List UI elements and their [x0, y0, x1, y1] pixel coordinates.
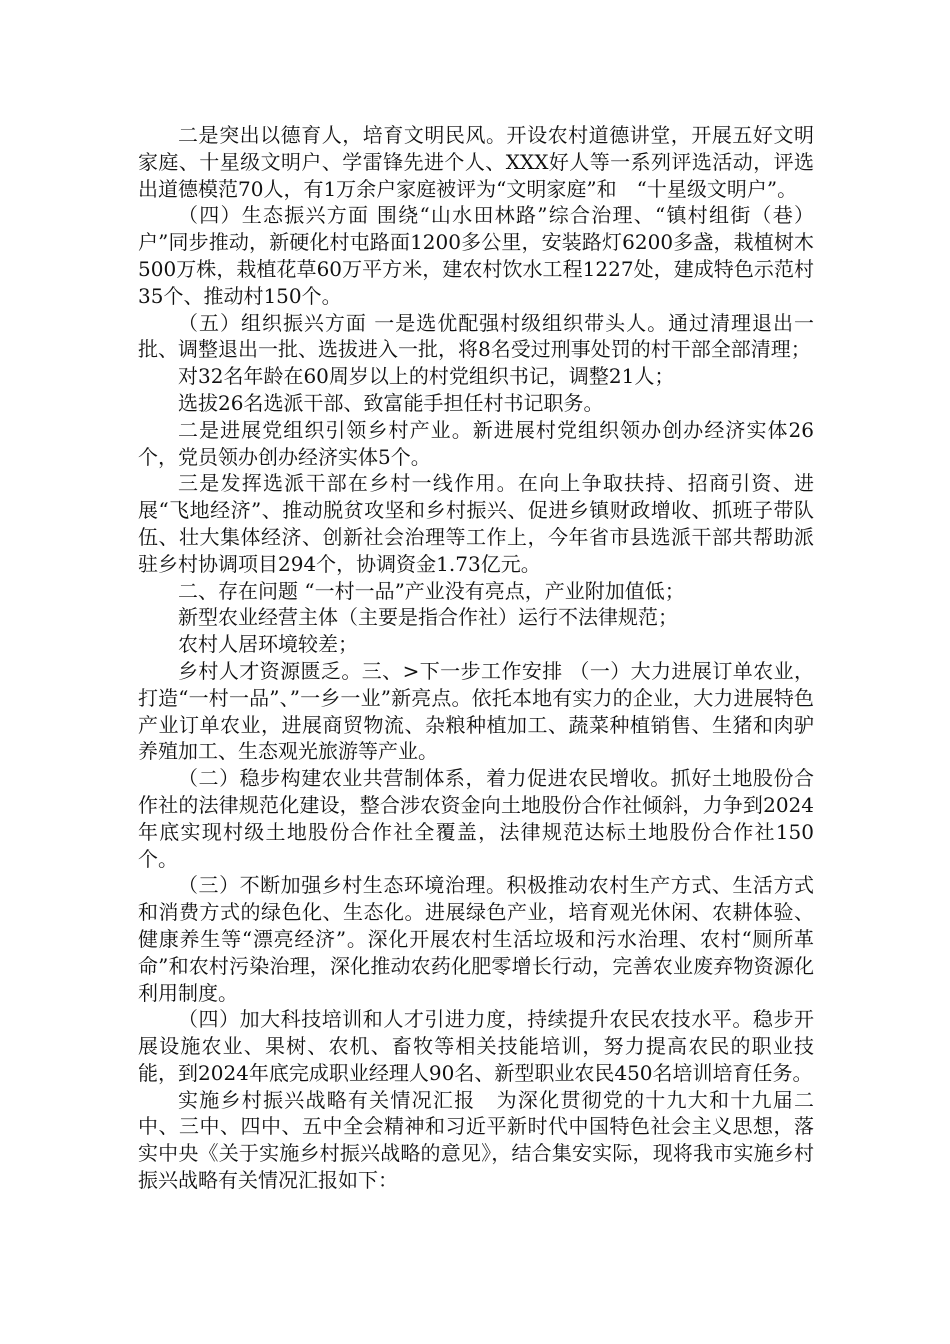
paragraph-organizational-revitalization: （五）组织振兴方面 一是选优配强村级组织带头人。通过清理退出一批、调整退出一批、选拔进入一批，将8名受过刑事处罚的村干部全部清理；: [138, 310, 814, 362]
paragraph-ecological-revitalization: （四）生态振兴方面 围绕“山水田林路”综合治理、“镇村组街（巷）户”同步推动，新硬化村屯路面1200多公里，安装路灯6200多盏，栽植树木500万株，栽植花草60万平方米，建农村饮水工程1227处，建成特色示范村35个、推动村150个。: [138, 203, 814, 308]
paragraph-dispatched-cadres-role: 三是发挥选派干部在乡村一线作用。在向上争取扶持、招商引资、进展“飞地经济”、推动脱贫攻坚和乡村振兴、促进乡镇财政增收、抓班子带队伍、壮大集体经济、创新社会治理等工作上，今年省市县选派干部共帮助派驻乡村协调项目294个，协调资金1.73亿元。: [138, 471, 814, 576]
paragraph-next-steps-order-farming: 乡村人才资源匮乏。三、>下一步工作安排 （一）大力进展订单农业，打造“一村一品”、”一乡一业”新亮点。依托本地有实力的企业，大力进展特色产业订单农业，进展商贸物流、杂粮种植加工、蔬菜种植销售、生猪和肉驴养殖加工、生态观光旅游等产业。: [138, 658, 814, 764]
paragraph-cooperative-system: （二）稳步构建农业共营制体系，着力促进农民增收。抓好土地股份合作社的法律规范化建设，整合涉农资金向土地股份合作社倾斜，力争到2024年底实现村级土地股份合作社全覆盖，法律规范达标土地股份合作社150个。: [138, 766, 814, 871]
paragraph-moral-education: 二是突出以德育人，培育文明民风。开设农村道德讲堂，开展五好文明家庭、十星级文明户、学雷锋先进个人、XXX好人等一系列评选活动，评选出道德模范70人，有1万余户家庭被评为“文明家庭”和 “十星级文明户”。: [138, 123, 814, 201]
paragraph-cooperative-operation: 新型农业经营主体（主要是指合作社）运行不法律规范；: [178, 605, 678, 630]
paragraph-party-led-industry: 二是进展党组织引领乡村产业。新进展村党组织领办创办经济实体26个，党员领办创办经济实体5个。: [138, 417, 814, 469]
paragraph-ecological-governance: （三）不断加强乡村生态环境治理。积极推动农村生产方式、生活方式和消费方式的绿色化、生态化。进展绿色产业，培育观光休闲、农耕体验、健康养生等“漂亮经济”。深化开展农村生活垃圾和污水治理、农村“厕所革命”和农村污染治理，深化推动农药化肥零增长行动，完善农业废弃物资源化利用制度。: [138, 873, 814, 1005]
paragraph-selected-cadres: 选拔26名选派干部、致富能手担任村书记职务。: [178, 390, 604, 415]
document-body: [138, 122, 814, 1194]
paragraph-party-secretary-adjustment: 对32名年龄在60周岁以上的村党组织书记，调整21人；: [178, 364, 675, 389]
paragraph-existing-problems: 二、存在问题 “一村一品”产业没有亮点，产业附加值低；: [178, 578, 685, 603]
paragraph-report-introduction: 实施乡村振兴战略有关情况汇报 为深化贯彻党的十九大和十九届二中、三中、四中、五中全会精神和习近平新时代中国特色社会主义思想，落实中央《关于实施乡村振兴战略的意见》，结合集安实际，现将我市实施乡村振兴战略有关情况汇报如下：: [138, 1087, 814, 1193]
paragraph-technical-training: （四）加大科技培训和人才引进力度，持续提升农民农技水平。稳步开展设施农业、果树、农机、畜牧等相关技能培训，努力提高农民的职业技能，到2024年底完成职业经理人90名、新型职业农民450名培训培育任务。: [138, 1007, 814, 1085]
paragraph-living-environment: 农村人居环境较差；: [178, 632, 358, 657]
